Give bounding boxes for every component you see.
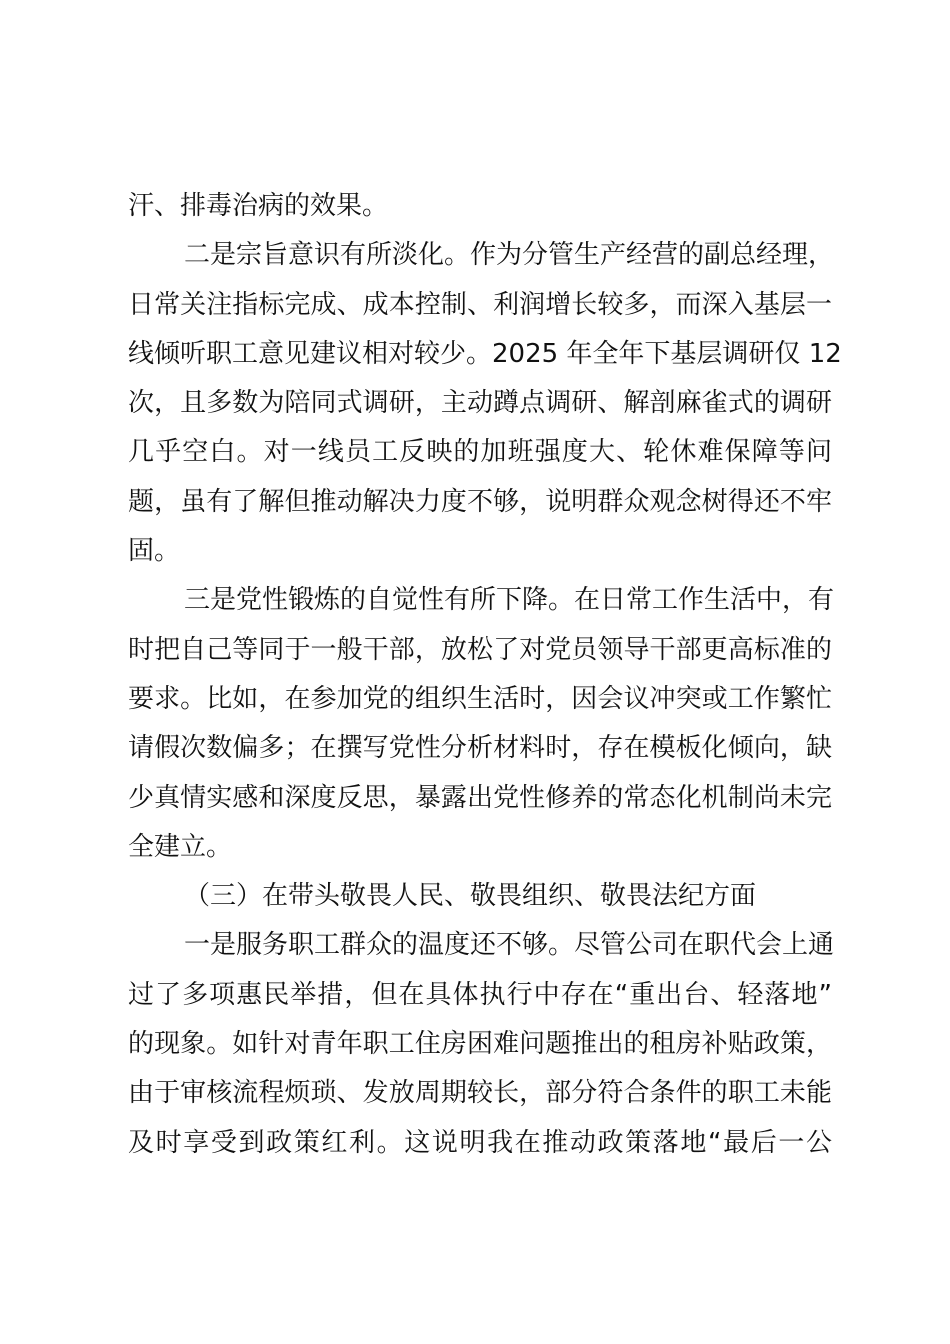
paragraph-line: 几乎空白。对一线员工反映的加班强度大、轮休难保障等问 [128, 437, 832, 468]
paragraph-line: 三是党性锻炼的自觉性有所下降。在日常工作生活中，有 [184, 585, 835, 616]
paragraph-line: 次，且多数为陪同式调研，主动蹲点调研、解剖麻雀式的调研 [128, 388, 832, 419]
paragraph-line: 少真情实感和深度反思，暴露出党性修养的常态化机制尚未完 [128, 782, 832, 813]
paragraph-line: 时把自己等同于一般干部，放松了对党员领导干部更高标准的 [128, 634, 832, 665]
paragraph-line: 请假次数偏多；在撰写党性分析材料时，存在模板化倾向，缺 [128, 733, 832, 764]
paragraph-line: 二是宗旨意识有所淡化。作为分管生产经营的副总经理， [184, 240, 835, 271]
paragraph-line: 及时享受到政策红利。这说明我在推动政策落地“最后一公 [128, 1127, 832, 1158]
paragraph-line: 线倾听职工意见建议相对较少。2025 年全年下基层调研仅 12 [128, 338, 842, 369]
paragraph-line: 日常关注指标完成、成本控制、利润增长较多，而深入基层一 [128, 289, 832, 320]
document-page [128, 182, 842, 1168]
paragraph-line: 题，虽有了解但推动解决力度不够，说明群众观念树得还不牢 [128, 486, 832, 517]
paragraph-line: 要求。比如，在参加党的组织生活时，因会议冲突或工作繁忙 [128, 683, 832, 714]
paragraph-line: 一是服务职工群众的温度还不够。尽管公司在职代会上通 [184, 930, 835, 961]
paragraph-line: 的现象。如针对青年职工住房困难问题推出的租房补贴政策， [128, 1029, 832, 1060]
paragraph-line: 汗、排毒治病的效果。 [128, 191, 389, 221]
paragraph-line: 过了多项惠民举措，但在具体执行中存在“重出台、轻落地” [128, 979, 832, 1010]
paragraph-line: 由于审核流程烦琐、发放周期较长，部分符合条件的职工未能 [128, 1078, 832, 1109]
section-heading: （三）在带头敬畏人民、敬畏组织、敬畏法纪方面 [184, 881, 757, 912]
paragraph-line: 全建立。 [128, 831, 233, 862]
paragraph-line: 固。 [128, 536, 181, 567]
